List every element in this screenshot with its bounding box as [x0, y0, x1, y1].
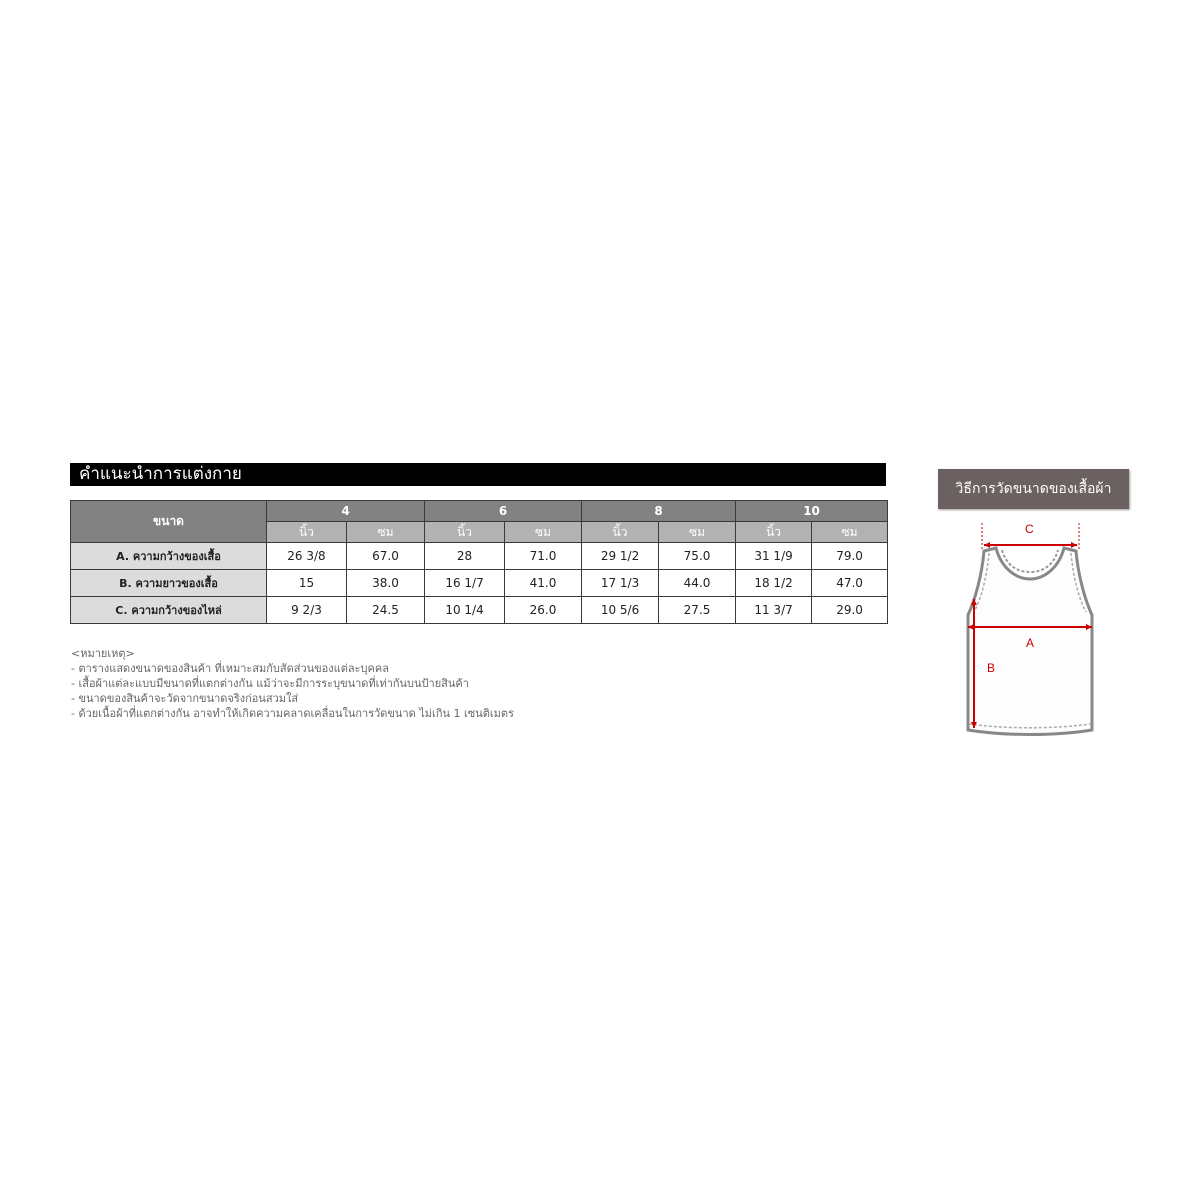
note-item: - ตารางแสดงขนาดของสินค้า ที่เหมาะสมกับสัดส่วนของแต่ละบุคคล — [71, 662, 389, 675]
size-header: ขนาด — [71, 501, 267, 543]
notes-heading: <หมายเหตุ> — [71, 647, 135, 660]
table-row — [71, 570, 888, 597]
note-item: - เสื้อผ้าแต่ละแบบมีขนาดที่แตกต่างกัน แม้ว่าจะมีการระบุขนาดที่เท่ากันบนป้ายสินค้า — [71, 677, 469, 690]
table-cell: 9 2/3 — [267, 597, 347, 624]
unit-inch-header: นิ้ว — [736, 522, 812, 543]
table-cell: 79.0 — [812, 543, 888, 570]
unit-cm-header: ซม — [505, 522, 582, 543]
label-a: A — [1026, 636, 1035, 650]
size-table — [70, 500, 888, 624]
label-c: C — [1025, 522, 1034, 536]
notes — [71, 646, 514, 721]
table-cell: 15 — [267, 570, 347, 597]
table-cell: 31 1/9 — [736, 543, 812, 570]
table-cell: 71.0 — [505, 543, 582, 570]
table-cell: 18 1/2 — [736, 570, 812, 597]
table-cell: 38.0 — [347, 570, 425, 597]
table-cell: 26 3/8 — [267, 543, 347, 570]
table-cell: 26.0 — [505, 597, 582, 624]
table-cell: 16 1/7 — [425, 570, 505, 597]
size-column-header: 10 — [736, 501, 888, 522]
table-cell: 24.5 — [347, 597, 425, 624]
row-label: C. ความกว้างของไหล่ — [71, 597, 267, 624]
table-cell: 29.0 — [812, 597, 888, 624]
unit-cm-header: ซม — [347, 522, 425, 543]
table-cell: 75.0 — [659, 543, 736, 570]
note-item: - ขนาดของสินค้าจะวัดจากขนาดจริงก่อนสวมใส่ — [71, 692, 299, 705]
table-cell: 10 5/6 — [582, 597, 659, 624]
table-cell: 44.0 — [659, 570, 736, 597]
row-label: B. ความยาวของเสื้อ — [71, 570, 267, 597]
table-cell: 11 3/7 — [736, 597, 812, 624]
size-guide-title: คำแนะนำการแต่งกาย — [70, 463, 886, 486]
size-column-header: 4 — [267, 501, 425, 522]
arrow-head — [984, 542, 990, 548]
tank-top-measurement-diagram — [955, 515, 1105, 745]
table-cell: 17 1/3 — [582, 570, 659, 597]
arrow-head — [1071, 542, 1077, 548]
unit-inch-header: นิ้ว — [582, 522, 659, 543]
label-b: B — [987, 661, 996, 675]
table-cell: 27.5 — [659, 597, 736, 624]
size-column-header: 8 — [582, 501, 736, 522]
table-cell: 67.0 — [347, 543, 425, 570]
measure-method-title: วิธีการวัดขนาดของเสื้อผ้า — [938, 469, 1129, 509]
unit-cm-header: ซม — [812, 522, 888, 543]
size-column-header: 6 — [425, 501, 582, 522]
unit-inch-header: นิ้ว — [267, 522, 347, 543]
table-cell: 47.0 — [812, 570, 888, 597]
unit-inch-header: นิ้ว — [425, 522, 505, 543]
table-cell: 41.0 — [505, 570, 582, 597]
table-cell: 10 1/4 — [425, 597, 505, 624]
row-label: A. ความกว้างของเสื้อ — [71, 543, 267, 570]
table-cell: 28 — [425, 543, 505, 570]
note-item: - ด้วยเนื้อผ้าที่แตกต่างกัน อาจทำให้เกิดความคลาดเคลื่อนในการวัดขนาด ไม่เกิน 1 เซนติเมตร — [71, 707, 514, 720]
table-row — [71, 543, 888, 570]
neckline-trim — [1002, 550, 1058, 572]
unit-cm-header: ซม — [659, 522, 736, 543]
table-cell: 29 1/2 — [582, 543, 659, 570]
table-row — [71, 597, 888, 624]
